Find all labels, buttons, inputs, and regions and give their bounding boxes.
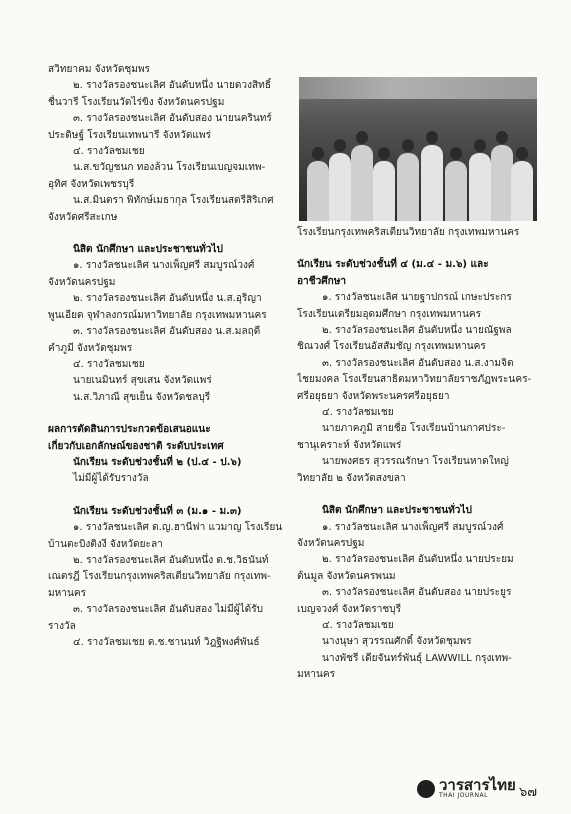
award-line: ๒. รางวัลรองชนะเลิศ อันดับหนึ่ง นายประยม <box>322 554 514 566</box>
thai-journal-logo <box>417 778 516 800</box>
person-head <box>516 147 528 160</box>
text-line: บ้านตะบิงติงงี จังหวัดยะลา <box>48 538 163 550</box>
section-heading: นักเรียน ระดับช่วงชั้นที่ ๓ (ม.๑ - ม.๓) <box>73 505 242 517</box>
award-line: ๑. รางวัลชนะเลิศ นางเพ็ญศรี สมบูรณ์วงศ์ <box>73 260 255 272</box>
person-head <box>312 147 324 160</box>
text-line: ชานุเคราะห์ จังหวัดแพร่ <box>297 439 402 451</box>
winner-line: นายภาคภูมิ สายชื่อ โรงเรียนบ้านกาศประ- <box>322 423 506 435</box>
text-line: ชิณวงศ์ โรงเรียนอัสสัมชัญ กรุงเทพมหานคร <box>297 341 486 353</box>
winner-line: นายเนมินทร์ สุขเสน จังหวัดแพร่ <box>73 375 212 387</box>
text-line: เณตรฎี โรงเรียนกรุงเทพคริสเตียนวิทยาลัย กรุงเทพ- <box>48 571 271 583</box>
person-head <box>378 147 390 160</box>
section-heading: นิสิต นักศึกษา และประชาชนทั่วไป <box>322 505 472 517</box>
person-head <box>356 131 368 144</box>
person-figure <box>511 161 533 221</box>
text-line: ไชยมงคล โรงเรียนสาธิตมหาวิทยาลัยราชภัฏพระนคร- <box>297 374 532 386</box>
person-head <box>496 131 508 144</box>
award-line: ๒. รางวัลรองชนะเลิศ อันดับหนึ่ง นายณัฐพล <box>322 325 512 337</box>
text-line: รางวัล <box>48 620 76 632</box>
person-figure <box>469 153 491 221</box>
section-heading: เกี่ยวกับเอกลักษณ์ของชาติ ระดับประเทศ <box>48 440 224 452</box>
award-line: ๓. รางวัลรองชนะเลิศ อันดับสอง น.ส.มลฤดี <box>73 326 261 338</box>
winner-line: น.ส.วิภาณี สุขเย็น จังหวัดชลบุรี <box>73 391 211 403</box>
winner-line: น.ส.มินตรา พิทักษ์เมธากุล โรงเรียนสตรีสิริเกศ <box>73 195 274 207</box>
winner-line: นายพงศธร สุวรรณรักษา โรงเรียนหาดใหญ่ <box>322 456 509 468</box>
award-line: ๓. รางวัลรองชนะเลิศ อันดับสอง ไม่มีผู้ได้รับ <box>73 604 264 616</box>
person-head <box>474 139 486 152</box>
logo-thai-text: วารสารไทย <box>439 776 516 794</box>
text-line: สวิทยาคม จังหวัดชุมพร <box>48 64 150 75</box>
award-line: ๔. รางวัลชมเชย <box>322 407 394 419</box>
person-head <box>426 131 438 144</box>
award-line: ๑. รางวัลชนะเลิศ ด.ญ.ฮานีฟา แวมาญ โรงเรียน <box>73 522 283 534</box>
text-line: ศรีอยุธยา จังหวัดพระนครศรีอยุธยา <box>297 390 450 402</box>
text-line: จังหวัดศรีสะเกษ <box>48 211 118 223</box>
text-line: เบญจวงศ์ จังหวัดราชบุรี <box>297 603 402 615</box>
award-line: ๔. รางวัลชมเชย ด.ช.ชานนท์ วิฎฐิพงศ์พันธ์ <box>73 637 260 648</box>
text-line: อุทิศ จังหวัดเพชรบุรี <box>48 178 135 190</box>
award-line: ๒. รางวัลรองชนะเลิศ อันดับหนึ่ง ด.ช.วิธนันท์ <box>73 554 269 566</box>
award-line: ๔. รางวัลชมเชย <box>73 358 145 370</box>
award-line: ๔. รางวัลชมเชย <box>73 146 145 158</box>
award-ceremony-photo <box>299 77 537 221</box>
award-line: ๓. รางวัลรองชนะเลิศ อันดับสอง น.ส.งามจิต <box>322 357 514 369</box>
award-line: ๓. รางวัลรองชนะเลิศ อันดับสอง นายประยูร <box>322 587 512 599</box>
award-line: ๔. รางวัลชมเชย <box>322 619 394 631</box>
text-line: พูนเอียด จุฬาลงกรณ์มหาวิทยาลัย กรุงเทพมหานคร <box>48 309 267 321</box>
photo-caption: โรงเรียนกรุงเทพคริสเตียนวิทยาลัย กรุงเทพมหานคร <box>297 227 520 238</box>
text-line: วิทยาลัย ๒ จังหวัดสงขลา <box>297 472 406 484</box>
person-figure <box>445 161 467 221</box>
person-head <box>450 147 462 160</box>
spacer <box>48 226 288 242</box>
page-number: ๖๗ <box>519 785 538 800</box>
winner-line: ไม่มีผู้ได้รับรางวัล <box>73 473 149 485</box>
section-heading: ผลการตัดสินการประกวดข้อเสนอแนะ <box>48 424 211 436</box>
spacer <box>297 487 539 503</box>
person-figure <box>373 161 395 221</box>
right-column <box>297 75 539 684</box>
logo-mark-icon <box>417 780 435 798</box>
person-figure <box>351 145 373 221</box>
text-line: ต้นมูล จังหวัดนครพนม <box>297 570 396 582</box>
text-line: ประดิษฐ์ โรงเรียนเทพนารี จังหวัดแพร่ <box>48 129 211 141</box>
person-head <box>334 139 346 152</box>
winner-line: นางพัชรี เดียจันทร์พันธุ์ LAWWILL กรุงเทพ- <box>322 652 512 664</box>
text-line: มหานคร <box>48 587 87 599</box>
section-heading: นักเรียน ระดับช่วงชั้นที่ ๔ (ม.๔ - ม.๖) และ <box>297 259 489 271</box>
spacer <box>297 241 539 257</box>
text-line: โรงเรียนเตรียมอุดมศึกษา กรุงเทพมหานคร <box>297 308 482 320</box>
person-figure <box>397 153 419 221</box>
person-head <box>402 139 414 152</box>
person-figure <box>491 145 513 221</box>
award-line: ๒. รางวัลรองชนะเลิศ อันดับหนึ่ง น.ส.อุริญา <box>73 293 262 305</box>
award-line: ๑. รางวัลชนะเลิศ นางเพ็ญศรี สมบูรณ์วงศ์ <box>322 521 504 533</box>
right-column-text <box>297 241 539 683</box>
logo-english-text: THAI JOURNAL <box>439 792 488 799</box>
spacer <box>48 406 288 422</box>
text-line: ชื่นวารี โรงเรียนวัดไร่ขิง จังหวัดนครปฐม <box>48 96 225 108</box>
text-line: มหานคร <box>297 669 336 681</box>
person-figure <box>421 145 443 221</box>
award-line: ๓. รางวัลรองชนะเลิศ อันดับสอง นายนครินทร์ <box>73 113 272 125</box>
winner-line: น.ส.ขวัญชนก ทองล้วน โรงเรียนเบญจมเทพ- <box>73 162 266 174</box>
left-column <box>48 62 288 651</box>
text-line: คำภูมี จังหวัดชุมพร <box>48 342 133 354</box>
award-line: ๒. รางวัลรองชนะเลิศ อันดับหนึ่ง นายดวงสิทธิ์ <box>73 80 272 92</box>
spacer <box>48 488 288 504</box>
section-heading: นิสิต นักศึกษา และประชาชนทั่วไป <box>73 244 223 256</box>
photo-banner <box>299 77 537 99</box>
section-heading: อาชีวศึกษา <box>297 275 347 287</box>
section-heading: นักเรียน ระดับช่วงชั้นที่ ๒ (ป.๔ - ป.๖) <box>73 456 242 468</box>
person-figure <box>329 153 351 221</box>
text-line: จังหวัดนครปฐม <box>297 537 365 549</box>
winner-line: นางนุษา สุวรรณศักดิ์ จังหวัดชุมพร <box>322 636 472 648</box>
text-line: จังหวัดนครปฐม <box>48 276 116 288</box>
award-line: ๑. รางวัลชนะเลิศ นายฐาปกรณ์ เกษะประกร <box>322 292 512 304</box>
person-figure <box>307 161 329 221</box>
